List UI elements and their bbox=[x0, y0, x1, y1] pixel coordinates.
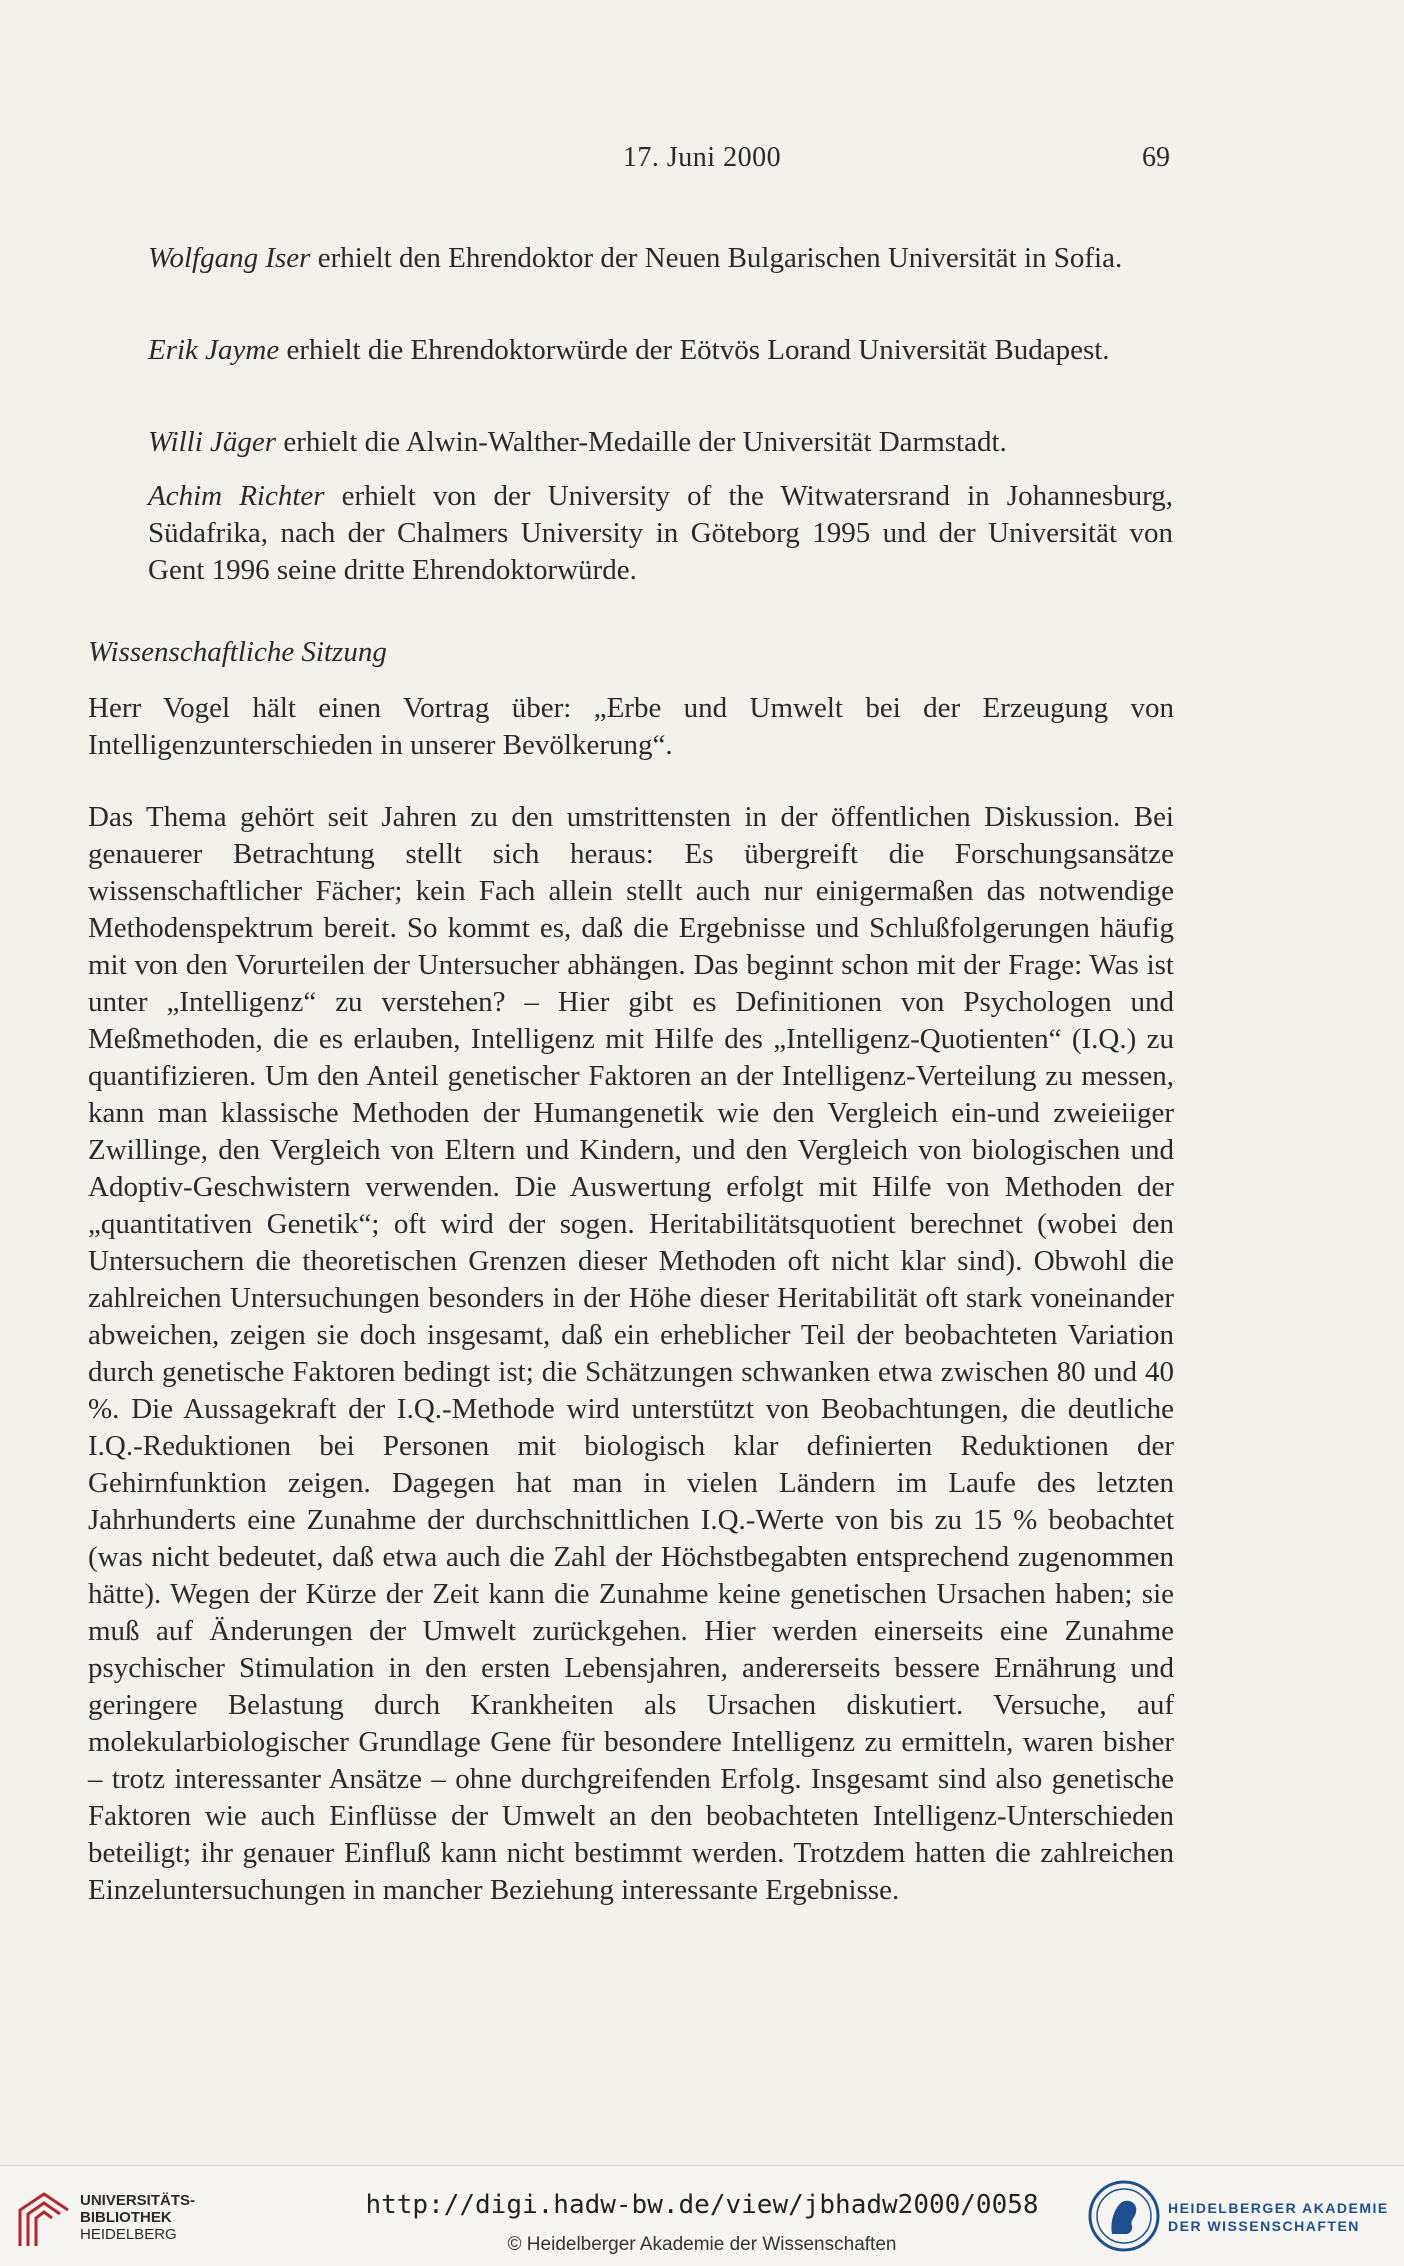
honor-entry bbox=[148, 424, 1173, 461]
person-name: Achim Richter bbox=[148, 480, 325, 512]
person-name: Willi Jäger bbox=[148, 426, 277, 458]
running-header-date: 17. Juni 2000 bbox=[622, 142, 782, 173]
academy-name bbox=[1168, 2199, 1389, 2235]
copyright-notice: © Heidelberger Akademie der Wissenschaften bbox=[507, 2234, 897, 2255]
academy-seal-icon bbox=[1086, 2178, 1162, 2254]
entry-text: erhielt die Ehrendoktorwürde der Eötvös Lorand Universität Budapest. bbox=[279, 334, 1110, 366]
lecture-intro: Herr Vogel hält einen Vortrag über: „Erbe und Umwelt bei der Erzeugung von Intelligenzunterschieden in unserer Bevölkerung“. bbox=[88, 692, 1174, 761]
academy-name-line: DER WISSENSCHAFTEN bbox=[1168, 2218, 1360, 2234]
library-name-line: HEIDELBERG bbox=[80, 2226, 177, 2243]
library-name-line: UNIVERSITÄTS- bbox=[80, 2192, 196, 2209]
library-name-line: BIBLIOTHEK bbox=[80, 2209, 172, 2226]
entry-text: erhielt von der University of the Witwatersrand in Johannesburg, Südafrika, nach der Chalmers University in Göteborg 1995 und der Universität von Gent 1996 seine dritte Ehrendoktorwürde. bbox=[148, 480, 1173, 586]
section-title: Wissenschaftliche Sitzung bbox=[88, 636, 387, 668]
academy-name-line: HEIDELBERGER AKADEMIE bbox=[1168, 2200, 1389, 2216]
honor-entry bbox=[148, 240, 1173, 277]
entry-text: erhielt den Ehrendoktor der Neuen Bulgarischen Universität in Sofia. bbox=[310, 242, 1123, 274]
honor-entry bbox=[148, 332, 1173, 369]
person-name: Wolfgang Iser bbox=[148, 242, 311, 274]
entry-text: erhielt die Alwin-Walther-Medaille der Universität Darmstadt. bbox=[276, 426, 1007, 458]
honor-entry bbox=[148, 478, 1173, 589]
lecture-summary: Das Thema gehört seit Jahren zu den umstrittensten in der öffentlichen Diskussion. Bei genauerer Betrachtung stellt sich heraus: Es übergreift die Forschungsansätze wissenschaftlicher Fächer; kein Fach allein stellt auch nur einigermaßen das notwendige Methodenspektrum bereit. So kommt es, daß die Ergebnisse und Schlußfolgerungen häufig mit von den Vorurteilen der Untersucher abhängen. Das beginnt schon mit der Frage: Was ist unter „Intelligenz“ zu verstehen? – Hier gibt es Definitionen von Psychologen und Meßmethoden, die es erlauben, Intelligenz mit Hilfe des „Intelligenz-Quotienten“ (I.Q.) zu quantifizieren. Um den Anteil genetischer Faktoren an der Intelligenz-Verteilung zu messen, kann man klassische Methoden der Humangenetik wie den Vergleich ein-und zweieiiger Zwillinge, den Vergleich von Eltern und Kindern, und den Vergleich von biologischen und Adoptiv-Geschwistern verwenden. Die Auswertung erfolgt mit Hilfe von Methoden der „quantitativen Genetik“; oft wird der sogen. Heritabilitätsquotient berechnet (wobei den Untersuchern die theoretischen Grenzen dieser Methoden oft nicht klar sind). Obwohl die zahlreichen Untersuchungen besonders in der Höhe dieser Heritabilität oft stark voneinander abweichen, zeigen sie doch insgesamt, daß ein erheblicher Teil der beobachteten Variation durch genetische Faktoren bedingt ist; die Schätzungen schwanken etwa zwischen 80 und 40 %. Die Aussagekraft der I.Q.-Methode wird unterstützt von Beobachtungen, die deutliche I.Q.-Reduktionen bei Personen mit biologisch klar definierten Reduktionen der Gehirnfunktion zeigen. Dagegen hat man in vielen Ländern im Laufe des letzten Jahrhunderts eine Zunahme der durchschnittlichen I.Q.-Werte von bis zu 15 % beobachtet (was nicht bedeutet, daß etwa auch die Zahl der Höchstbegabten entsprechend zugenommen hätte). Wegen der Kürze der Zeit kann die Zunahme keine genetischen Ursachen haben; sie muß auf Änderungen der Umwelt zurückgehen. Hier werden einerseits eine Zunahme psychischer Stimulation in den ersten Lebensjahren, andererseits bessere Ernährung und geringere Belastung durch Krankheiten als Ursachen diskutiert. Versuche, auf molekularbiologischer Grundlage Gene für besondere Intelligenz zu ermitteln, waren bisher – trotz interessanter Ansätze – ohne durchgreifenden Erfolg. Insgesamt sind also genetische Faktoren wie auch Einflüsse der Umwelt an den beobachteten Intelligenz-Unterschieden beteiligt; ihr genauer Einfluß kann nicht bestimmt werden. Trotzdem hatten die zahlreichen Einzeluntersuchungen in mancher Beziehung interessante Ergebnisse. bbox=[88, 801, 1174, 1906]
source-url-link[interactable]: http://digi.hadw-bw.de/view/jbhadw2000/0058 bbox=[365, 2190, 1039, 2220]
person-name: Erik Jayme bbox=[148, 334, 280, 366]
page-number: 69 bbox=[1142, 142, 1170, 173]
